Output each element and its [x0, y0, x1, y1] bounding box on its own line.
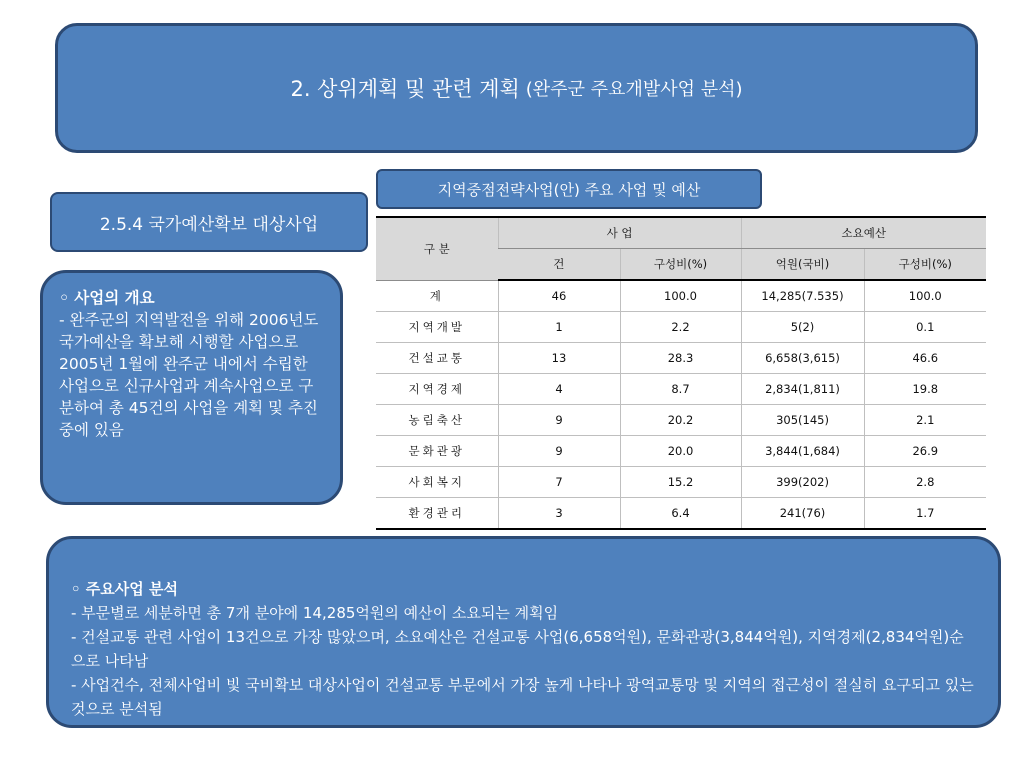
header-count-ratio: 구성비(%) — [620, 249, 741, 281]
analysis-heading: ◦ 주요사업 분석 — [71, 580, 178, 598]
row-count-ratio: 15.2 — [620, 467, 741, 498]
analysis-line: - 사업건수, 전체사업비 빛 국비확보 대상사업이 건설교통 부문에서 가장 높게 나타나 광역교통망 및 지역의 접근성이 절실히 요구되고 있는 것으로 분석됨 — [71, 676, 974, 718]
header-budget-group: 소요예산 — [741, 217, 986, 249]
row-count: 46 — [498, 280, 620, 312]
row-amount: 5(2) — [741, 312, 864, 343]
row-category: 농림축산 — [376, 405, 498, 436]
header-count: 건 — [498, 249, 620, 281]
table-row — [376, 312, 986, 343]
row-count-ratio: 20.0 — [620, 436, 741, 467]
row-amount-ratio: 46.6 — [864, 343, 986, 374]
analysis-box — [46, 536, 1001, 728]
row-amount: 6,658(3,615) — [741, 343, 864, 374]
row-count: 1 — [498, 312, 620, 343]
analysis-line: - 건설교통 관련 사업이 13건으로 가장 많았으며, 소요예산은 건설교통 사업(6,658억원), 문화관광(3,844억원), 지역경제(2,834억원)순으로 나타남 — [71, 628, 964, 670]
row-amount: 3,844(1,684) — [741, 436, 864, 467]
row-count-ratio: 20.2 — [620, 405, 741, 436]
row-amount-ratio: 19.8 — [864, 374, 986, 405]
page-subtitle: (완주군 주요개발사업 분석) — [525, 79, 743, 100]
row-count: 4 — [498, 374, 620, 405]
row-category: 환경관리 — [376, 498, 498, 530]
header-amount: 억원(국비) — [741, 249, 864, 281]
row-count: 9 — [498, 436, 620, 467]
row-amount-ratio: 100.0 — [864, 280, 986, 312]
row-category: 지역개발 — [376, 312, 498, 343]
row-count-ratio: 2.2 — [620, 312, 741, 343]
header-project-group: 사 업 — [498, 217, 741, 249]
row-count: 3 — [498, 498, 620, 530]
row-count-ratio: 6.4 — [620, 498, 741, 530]
row-count-ratio: 8.7 — [620, 374, 741, 405]
analysis-line: - 부문별로 세분하면 총 7개 분야에 14,285억원의 예산이 소요되는 계획임 — [71, 604, 559, 622]
budget-table — [376, 216, 986, 530]
row-amount: 305(145) — [741, 405, 864, 436]
table-row — [376, 436, 986, 467]
row-amount-ratio: 26.9 — [864, 436, 986, 467]
row-count: 7 — [498, 467, 620, 498]
row-count: 13 — [498, 343, 620, 374]
row-category: 문화관광 — [376, 436, 498, 467]
row-category: 건설교통 — [376, 343, 498, 374]
row-amount-ratio: 2.8 — [864, 467, 986, 498]
overview-heading: ◦ 사업의 개요 — [59, 289, 155, 307]
row-category: 계 — [376, 280, 498, 312]
table-caption: 지역중점전략사업(안) 주요 사업 및 예산 — [376, 169, 762, 209]
row-count-ratio: 100.0 — [620, 280, 741, 312]
section-label: 2.5.4 국가예산확보 대상사업 — [50, 192, 368, 252]
header-amount-ratio: 구성비(%) — [864, 249, 986, 281]
overview-body: - 완주군의 지역발전을 위해 2006년도 국가예산을 확보해 시행할 사업으로 2005년 1월에 완주군 내에서 수립한 사업으로 신규사업과 계속사업으로 구분하여 총 45건의 사업을 계획 및 추진 중에 있음 — [59, 311, 319, 439]
title-banner — [55, 23, 978, 153]
row-amount-ratio: 2.1 — [864, 405, 986, 436]
row-category: 사회복지 — [376, 467, 498, 498]
row-category: 지역경제 — [376, 374, 498, 405]
row-amount: 399(202) — [741, 467, 864, 498]
page-title: 2. 상위계획 및 관련 계획 — [290, 77, 520, 101]
overview-box — [40, 270, 343, 505]
row-amount: 241(76) — [741, 498, 864, 530]
table-row — [376, 498, 986, 530]
table-row — [376, 374, 986, 405]
row-amount: 2,834(1,811) — [741, 374, 864, 405]
table-row — [376, 280, 986, 312]
table-row — [376, 405, 986, 436]
row-amount: 14,285(7.535) — [741, 280, 864, 312]
row-count-ratio: 28.3 — [620, 343, 741, 374]
table-row — [376, 467, 986, 498]
row-amount-ratio: 0.1 — [864, 312, 986, 343]
table-row — [376, 343, 986, 374]
header-category: 구 분 — [376, 217, 498, 280]
row-count: 9 — [498, 405, 620, 436]
row-amount-ratio: 1.7 — [864, 498, 986, 530]
